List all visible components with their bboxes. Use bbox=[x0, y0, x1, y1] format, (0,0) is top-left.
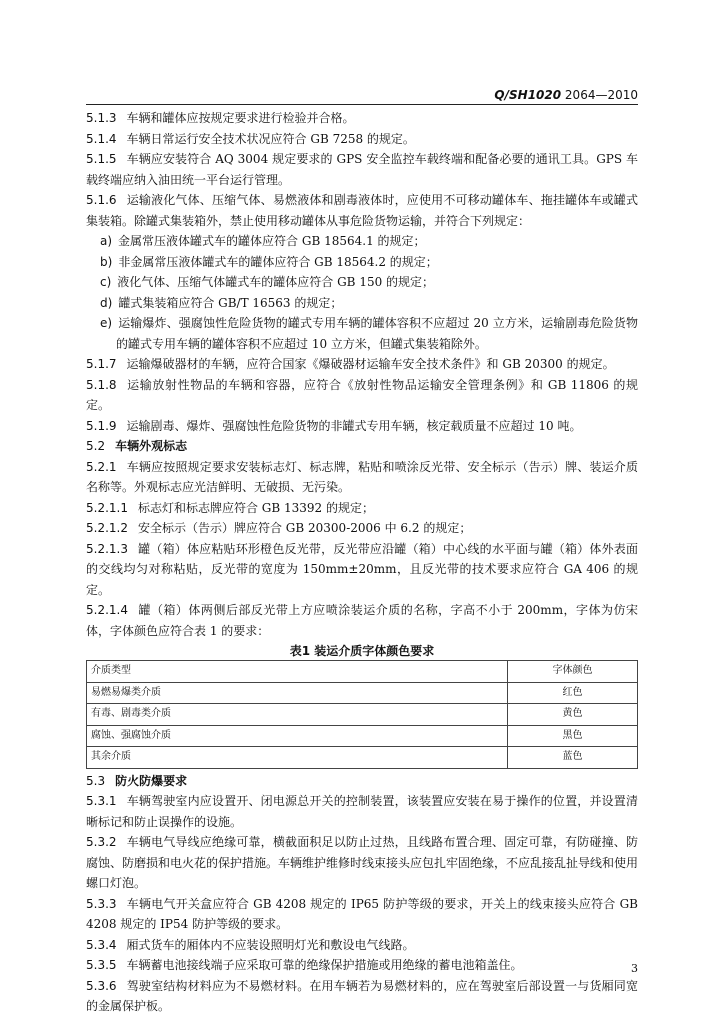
standard-number: 2064—2010 bbox=[564, 88, 638, 102]
list-item-d: d) 罐式集装箱应符合 GB/T 16563 的规定； bbox=[100, 295, 343, 310]
page-header bbox=[494, 88, 638, 102]
table-row bbox=[87, 747, 638, 769]
clause-5-1-9: 5.1.9 运输剧毒、爆炸、强腐蚀性危险货物的非罐式专用车辆，核定载质量不应超过 10 吨。 bbox=[86, 418, 582, 433]
clause-5-3-6: 5.3.6 驾驶室结构材料应为不易燃材料。在用车辆若为易燃材料的，应在驾驶室后部设置一与货厢同宽的金属保护板。 bbox=[86, 978, 638, 1013]
table-caption: 表1 装运介质字体颜色要求 bbox=[289, 644, 435, 658]
list-item-e: e) 运输爆炸、强腐蚀性危险货物的罐式专用车辆的罐体容积不应超过 20 立方米，运输剧毒危险货物的罐式专用车辆的罐体容积不应超过 10 立方米，但罐式集装箱除外。 bbox=[100, 316, 638, 351]
clause-5-1-6: 5.1.6 运输液化气体、压缩气体、易燃液体和剧毒液体时，应使用不可移动罐体车、拖挂罐体车或罐式集装箱。除罐式集装箱外，禁止使用移动罐体从事危险货物运输，并符合下列规定： bbox=[86, 193, 638, 228]
page-number: 3 bbox=[631, 962, 638, 975]
list-item-a: a) 金属常压液体罐式车的罐体应符合 GB 18564.1 的规定； bbox=[100, 234, 426, 248]
table-row bbox=[87, 725, 638, 747]
clause-5-2-1: 5.2.1 车辆应按照规定要求安装标志灯、标志牌，粘贴和喷涂反光带、安全标示（告示）牌、装运介质名称等。外观标志应光洁鲜明、无破损、无污染。 bbox=[86, 459, 638, 494]
header-rule bbox=[86, 104, 638, 105]
table-cell: 有毒、剧毒类介质 bbox=[87, 704, 508, 726]
section-heading-5-2: 5.2 车辆外观标志 bbox=[86, 439, 188, 453]
table-cell: 黑色 bbox=[508, 725, 638, 747]
table-cell: 红色 bbox=[508, 682, 638, 704]
section-heading-5-3: 5.3 防火防爆要求 bbox=[86, 773, 188, 788]
clause-5-3-4: 5.3.4 厢式货车的厢体内不应装设照明灯光和敷设电气线路。 bbox=[86, 937, 415, 952]
table-header-row bbox=[87, 661, 638, 683]
clause-5-2-1-3: 5.2.1.3 罐（箱）体应粘贴环形橙色反光带，反光带应沿罐（箱）中心线的水平面与罐（箱）体外表面的交线均匀对称粘贴，反光带的宽度为 150mm±20mm，且反光带的技术要求应符合 GA 406 的规定。 bbox=[86, 541, 638, 597]
table-cell: 腐蚀、强腐蚀介质 bbox=[87, 725, 508, 747]
clause-5-1-8: 5.1.8 运输放射性物品的车辆和容器，应符合《放射性物品运输安全管理条例》和 GB 11806 的规定。 bbox=[86, 377, 638, 412]
font-color-table bbox=[86, 660, 638, 769]
table-header-cell: 介质类型 bbox=[87, 661, 508, 683]
clause-5-2-1-1: 5.2.1.1 标志灯和标志牌应符合 GB 13392 的规定； bbox=[86, 500, 375, 515]
clause-5-3-2: 5.3.2 车辆电气导线应绝缘可靠，横截面积足以防止过热，且线路布置合理、固定可靠，有防碰撞、防腐蚀、防磨损和电火花的保护措施。车辆维护维修时线束接头应包扎牢固绝缘，不应乱接乱扯导线和使用螺口灯泡。 bbox=[86, 835, 639, 890]
clause-5-3-3: 5.3.3 车辆电气开关盒应符合 GB 4208 规定的 IP65 防护等级的要求，开关上的线束接头应符合 GB 4208 规定的 IP54 防护等级的要求。 bbox=[86, 896, 638, 931]
table-cell: 其余介质 bbox=[87, 747, 508, 769]
clause-5-3-1: 5.3.1 车辆驾驶室内应设置开、闭电源总开关的控制装置，该装置应安装在易于操作的位置，并设置清晰标记和防止误操作的设施。 bbox=[86, 794, 638, 829]
table-row bbox=[87, 682, 638, 704]
clause-5-1-7: 5.1.7 运输爆破器材的车辆，应符合国家《爆破器材运输车安全技术条件》和 GB 20300 的规定。 bbox=[86, 357, 615, 371]
list-item-b: b) 非金属常压液体罐式车的罐体应符合 GB 18564.2 的规定； bbox=[100, 254, 438, 269]
table-cell: 易燃易爆类介质 bbox=[87, 682, 508, 704]
clause-5-1-4: 5.1.4 车辆日常运行安全技术状况应符合 GB 7258 的规定。 bbox=[86, 131, 415, 146]
table-row bbox=[87, 704, 638, 726]
clause-5-2-1-4: 5.2.1.4 罐（箱）体两侧后部反光带上方应喷涂装运介质的名称，字高不小于 200mm，字体为仿宋体，字体颜色应符合表 1 的要求： bbox=[86, 603, 638, 638]
document-body bbox=[86, 108, 638, 1017]
clause-5-2-1-2: 5.2.1.2 安全标示（告示）牌应符合 GB 20300-2006 中 6.2 的规定； bbox=[86, 521, 472, 535]
clause-5-3-5: 5.3.5 车辆蓄电池接线端子应采取可靠的绝缘保护措施或用绝缘的蓄电池箱盖住。 bbox=[86, 958, 523, 972]
standard-code: Q/SH1020 bbox=[494, 88, 562, 102]
list-item-c: c) 液化气体、压缩气体罐式车的罐体应符合 GB 150 的规定； bbox=[100, 275, 435, 289]
clause-5-1-3: 5.1.3 车辆和罐体应按规定要求进行检验并合格。 bbox=[86, 111, 355, 125]
table-cell: 蓝色 bbox=[508, 747, 638, 769]
clause-5-1-5: 5.1.5 车辆应安装符合 AQ 3004 规定要求的 GPS 安全监控车载终端和配备必要的通讯工具。GPS 车载终端应纳入油田统一平台运行管理。 bbox=[86, 152, 638, 187]
table-header-cell: 字体颜色 bbox=[508, 661, 638, 683]
table-cell: 黄色 bbox=[508, 704, 638, 726]
